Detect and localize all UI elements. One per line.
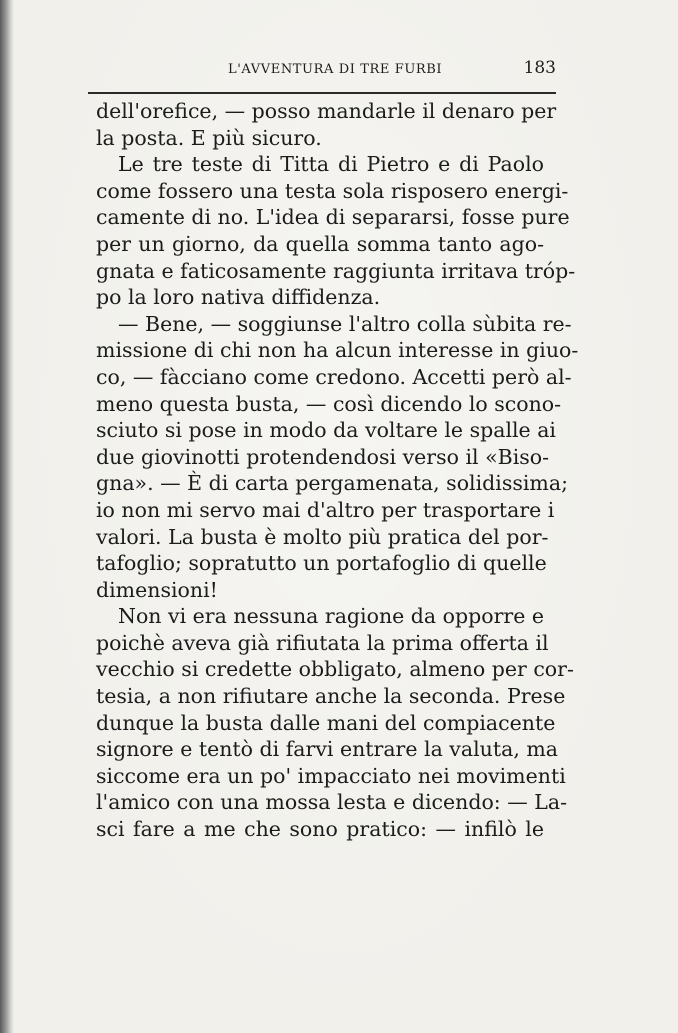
text-line: come fossero una testa sola risposero energi- bbox=[96, 178, 569, 203]
binding-shadow bbox=[0, 0, 14, 1033]
text-line: tesia, a non rifiutare anche la seconda. Prese bbox=[96, 684, 566, 709]
text-line: gnata e faticosamente raggiunta irritava tróp- bbox=[96, 258, 576, 283]
text-line: dell'orefice, — posso mandarle il denaro per bbox=[96, 99, 557, 123]
text-line: po la loro nativa diffidenza. bbox=[96, 285, 381, 310]
text-line: — Bene, — soggiunse l'altro colla sùbita re- bbox=[118, 311, 572, 336]
text-line: gna». — È di carta pergamenata, solidissima; bbox=[96, 471, 569, 496]
text-line: vecchio si credette obbligato, almeno per cor- bbox=[96, 657, 574, 682]
header-rule bbox=[88, 92, 556, 94]
page-header bbox=[88, 56, 558, 86]
text-line: tafoglio; sopratutto un portafoglio di quelle bbox=[96, 551, 547, 576]
text-line: dunque la busta dalle mani del compiacente bbox=[96, 710, 556, 735]
text-line: valori. La busta è molto più pratica del por- bbox=[96, 524, 549, 549]
text-line: siccome era un po' impacciato nei movimenti bbox=[96, 763, 566, 788]
text-line: dimensioni! bbox=[96, 577, 218, 602]
text-line: meno questa busta, — così dicendo lo scono- bbox=[96, 391, 562, 416]
text-line: per un giorno, da quella somma tanto ago- bbox=[96, 231, 544, 256]
text-line: sciuto si pose in modo da voltare le spalle ai bbox=[96, 418, 556, 443]
text-line: poichè aveva già rifiutata la prima offerta il bbox=[96, 630, 549, 655]
text-line: Le tre teste di Titta di Pietro e di Paolo bbox=[118, 152, 544, 177]
text-line: io non mi servo mai d'altro per trasportare i bbox=[96, 497, 555, 522]
text-line: signore e tentò di farvi entrare la valuta, ma bbox=[96, 737, 559, 762]
running-title: L'AVVENTURA DI TRE FURBI bbox=[228, 62, 443, 77]
text-line: missione di chi non ha alcun interesse in giuo- bbox=[96, 338, 579, 363]
body-text bbox=[96, 98, 579, 843]
page-number: 183 bbox=[523, 58, 556, 78]
text-line: due giovinotti protendendosi verso il «Biso- bbox=[96, 444, 550, 469]
text-line: la posta. E più sicuro. bbox=[96, 125, 322, 150]
text-line: co, — fàcciano come credono. Accetti però al- bbox=[96, 364, 572, 389]
text-line: l'amico con una mossa lesta e dicendo: — La- bbox=[96, 790, 567, 815]
text-line: sci fare a me che sono pratico: — infilò le bbox=[96, 817, 544, 842]
text-line: Non vi era nessuna ragione da opporre e bbox=[118, 604, 544, 629]
text-line: camente di no. L'idea di separarsi, fosse pure bbox=[96, 205, 570, 230]
